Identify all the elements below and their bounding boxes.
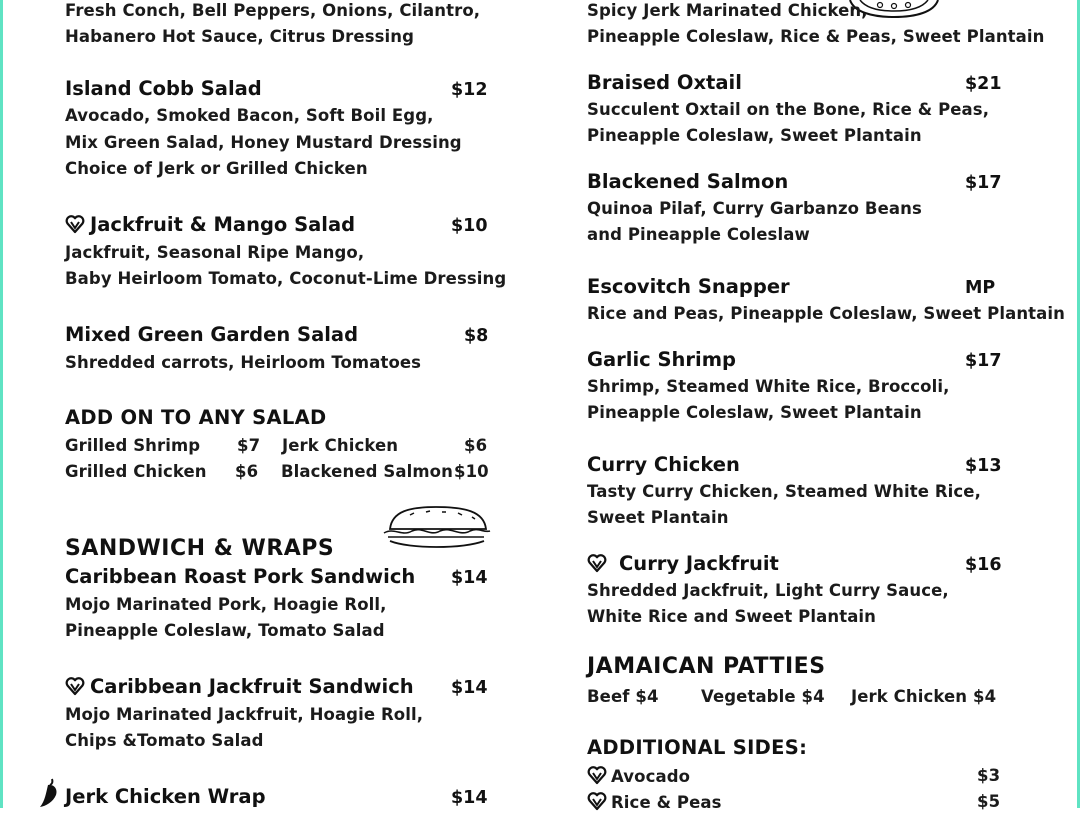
side-item-price: $5: [977, 792, 1001, 811]
cobb-salad-desc-3: Choice of Jerk or Grilled Chicken: [65, 159, 368, 178]
cobb-salad-desc-1: Avocado, Smoked Bacon, Soft Boil Egg,: [65, 106, 434, 125]
garden-salad-desc: Shredded carrots, Heirloom Tomatoes: [65, 353, 422, 372]
curry-jackfruit-price: $16: [965, 555, 1002, 575]
side-item-price: $3: [977, 766, 1001, 785]
vegan-heart-icon: [587, 553, 607, 573]
vegan-heart-icon: [65, 214, 85, 234]
roast-pork-desc-2: Pineapple Coleslaw, Tomato Salad: [65, 621, 385, 640]
roast-pork-sandwich-name: Caribbean Roast Pork Sandwich: [65, 565, 416, 588]
oxtail-desc-2: Pineapple Coleslaw, Sweet Plantain: [587, 126, 922, 145]
addon-heading: ADD ON TO ANY SALAD: [65, 406, 327, 429]
jackfruit-sandwich-desc-2: Chips &Tomato Salad: [65, 731, 264, 750]
curry-chicken-desc-2: Sweet Plantain: [587, 508, 729, 527]
addon-item-price: $10: [454, 462, 489, 481]
garlic-shrimp-desc-2: Pineapple Coleslaw, Sweet Plantain: [587, 403, 922, 422]
additional-sides-heading: ADDITIONAL SIDES:: [587, 736, 808, 759]
side-item-name: Avocado: [587, 765, 690, 788]
jackfruit-mango-salad-price: $10: [451, 216, 488, 236]
cobb-salad-price: $12: [451, 80, 488, 100]
snapper-desc: Rice and Peas, Pineapple Coleslaw, Sweet Plantain: [587, 304, 1065, 323]
patty-item: Jerk Chicken $4: [851, 687, 997, 706]
snapper-price: MP: [965, 278, 996, 298]
patty-item: Beef $4: [587, 687, 659, 706]
left-border: [0, 0, 3, 808]
salmon-price: $17: [965, 173, 1002, 193]
jerk-chicken-wrap-price: $14: [451, 788, 488, 808]
sandwich-wraps-heading: SANDWICH & WRAPS: [65, 536, 335, 561]
jackfruit-mango-desc-1: Jackfruit, Seasonal Ripe Mango,: [65, 243, 365, 262]
vegan-heart-icon: [65, 676, 85, 696]
curry-chicken-desc-1: Tasty Curry Chicken, Steamed White Rice,: [587, 482, 981, 501]
jerk-chicken-desc-2: Pineapple Coleslaw, Rice & Peas, Sweet Plantain: [587, 27, 1045, 46]
jackfruit-sandwich-price: $14: [451, 678, 488, 698]
chili-pepper-icon: [38, 777, 60, 808]
garlic-shrimp-desc-1: Shrimp, Steamed White Rice, Broccoli,: [587, 377, 950, 396]
salmon-desc-1: Quinoa Pilaf, Curry Garbanzo Beans: [587, 199, 922, 218]
vegan-heart-icon: [587, 791, 607, 811]
jackfruit-mango-salad-name: Jackfruit & Mango Salad: [65, 214, 355, 236]
addon-item-name: Jerk Chicken: [282, 436, 399, 455]
roast-pork-sandwich-price: $14: [451, 568, 488, 588]
jackfruit-sandwich-name: Caribbean Jackfruit Sandwich: [65, 676, 414, 698]
curry-chicken-price: $13: [965, 456, 1002, 476]
cobb-salad-desc-2: Mix Green Salad, Honey Mustard Dressing: [65, 133, 462, 152]
patty-item: Vegetable $4: [701, 687, 825, 706]
jerk-chicken-wrap-name: Jerk Chicken Wrap: [65, 785, 266, 808]
oxtail-desc-1: Succulent Oxtail on the Bone, Rice & Peas,: [587, 100, 990, 119]
salmon-desc-2: and Pineapple Coleslaw: [587, 225, 810, 244]
curry-jackfruit-name: Curry Jackfruit: [587, 553, 779, 575]
vegan-heart-icon: [587, 765, 607, 785]
side-item-name: Rice & Peas: [587, 791, 722, 814]
conch-desc-line-2: Habanero Hot Sauce, Citrus Dressing: [65, 27, 415, 46]
roast-pork-desc-1: Mojo Marinated Pork, Hoagie Roll,: [65, 595, 387, 614]
conch-desc-line-1: Fresh Conch, Bell Peppers, Onions, Cilantro,: [65, 1, 481, 20]
garlic-shrimp-price: $17: [965, 351, 1002, 371]
garlic-shrimp-name: Garlic Shrimp: [587, 348, 737, 371]
garden-salad-price: $8: [464, 326, 489, 346]
jackfruit-mango-desc-2: Baby Heirloom Tomato, Coconut-Lime Dressing: [65, 269, 507, 288]
addon-item-price: $6: [235, 462, 259, 481]
oxtail-price: $21: [965, 74, 1002, 94]
jackfruit-sandwich-desc-1: Mojo Marinated Jackfruit, Hoagie Roll,: [65, 705, 424, 724]
salmon-name: Blackened Salmon: [587, 170, 789, 193]
addon-item-price: $7: [237, 436, 261, 455]
sandwich-illustration: [380, 503, 492, 553]
snapper-name: Escovitch Snapper: [587, 275, 790, 298]
addon-item-name: Grilled Shrimp: [65, 436, 201, 455]
jerk-chicken-desc-1: Spicy Jerk Marinated Chicken,: [587, 1, 868, 20]
addon-item-price: $6: [464, 436, 488, 455]
curry-jackfruit-desc-2: White Rice and Sweet Plantain: [587, 607, 877, 626]
oxtail-name: Braised Oxtail: [587, 71, 742, 94]
curry-chicken-name: Curry Chicken: [587, 453, 740, 476]
garden-salad-name: Mixed Green Garden Salad: [65, 323, 359, 346]
addon-item-name: Blackened Salmon: [281, 462, 453, 481]
cobb-salad-name: Island Cobb Salad: [65, 77, 262, 100]
addon-item-name: Grilled Chicken: [65, 462, 207, 481]
curry-jackfruit-desc-1: Shredded Jackfruit, Light Curry Sauce,: [587, 581, 949, 600]
jamaican-patties-heading: JAMAICAN PATTIES: [587, 654, 826, 679]
